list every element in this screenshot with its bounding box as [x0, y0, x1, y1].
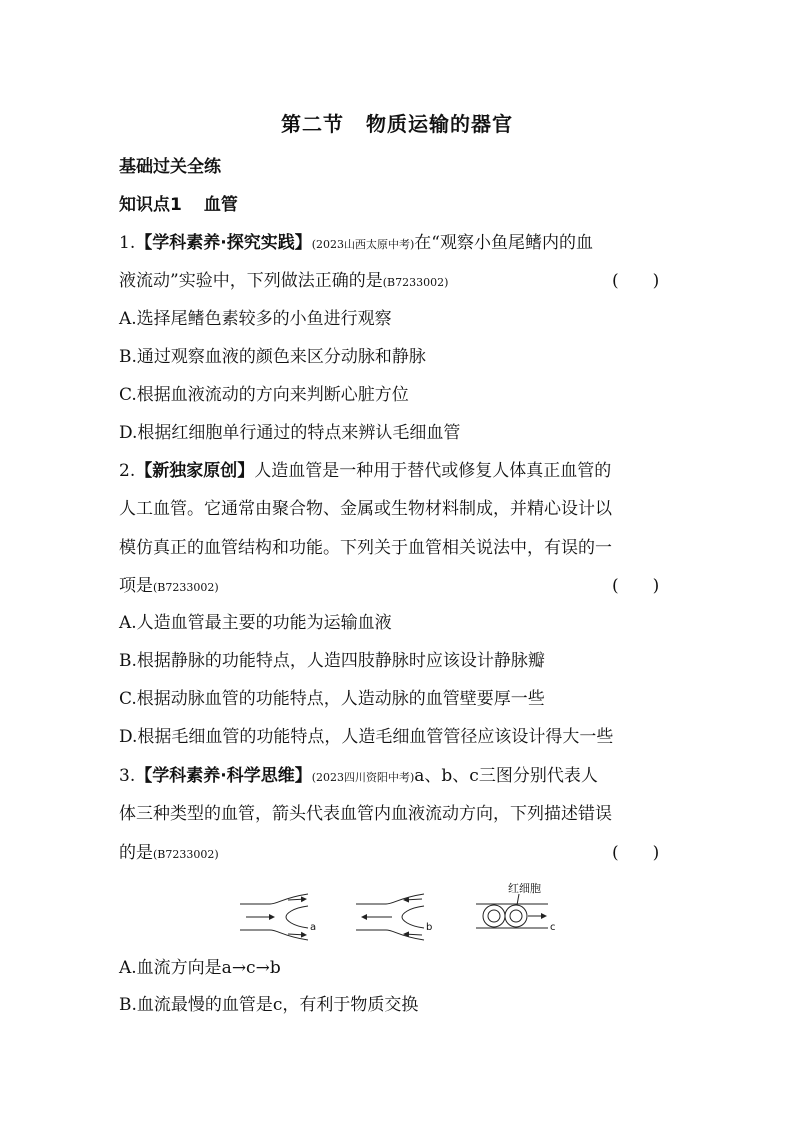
q2-option-a: A.人造血管最主要的功能为运输血液 — [119, 613, 392, 633]
q3-line-2: 体三种类型的血管，箭头代表血管内血液流动方向，下列描述错误 — [119, 804, 612, 824]
q2-answer-blank: ( ) — [612, 576, 660, 596]
q1-option-c: C.根据血液流动的方向来判断心脏方位 — [119, 385, 409, 405]
knowledge-point-topic: 血管 — [203, 195, 238, 215]
q1-source: (2023山西太原中考) — [311, 238, 415, 251]
q3-number: 3. — [119, 766, 136, 786]
q3-line-1 — [119, 764, 598, 790]
knowledge-point-heading — [119, 193, 238, 217]
q3-source: (2023四川资阳中考) — [311, 771, 415, 784]
q3-answer-blank: ( ) — [612, 843, 660, 863]
q1-option-a: A.选择尾鳍色素较多的小鱼进行观察 — [119, 309, 392, 329]
q2-line-4 — [119, 574, 219, 600]
title-section-number: 第二节 — [281, 112, 344, 136]
q1-tag: 【学科素养·探究实践】 — [135, 233, 312, 253]
q2-text-4: 项是 — [119, 576, 153, 596]
q3-text-3: 的是 — [119, 843, 153, 863]
title-section-name: 物质运输的器官 — [366, 112, 513, 136]
q1-text-2: 液流动”实验中，下列做法正确的是 — [119, 271, 383, 291]
red-blood-cell-label: 红细胞 — [508, 882, 541, 895]
q1-number: 1. — [119, 233, 136, 253]
figure-label-b: b — [426, 922, 433, 933]
q3-option-a: A.血流方向是a→c→b — [119, 958, 281, 978]
q2-option-d: D.根据毛细血管的功能特点，人造毛细血管管径应该设计得大一些 — [119, 727, 614, 747]
q2-line-2: 人工血管。它通常由聚合物、金属或生物材料制成，并精心设计以 — [119, 499, 612, 519]
q2-option-c: C.根据动脉血管的功能特点，人造动脉的血管壁要厚一些 — [119, 689, 545, 709]
q2-text-1: 人造血管是一种用于替代或修复人体真正血管的 — [254, 461, 612, 481]
q1-answer-blank: ( ) — [612, 271, 660, 291]
q3-tag: 【学科素养·科学思维】 — [135, 766, 312, 786]
q3-text-1: a、b、c三图分别代表人 — [414, 766, 598, 786]
vessel-b-diagram — [356, 894, 424, 940]
q1-line-2 — [119, 269, 448, 295]
section-heading: 基础过关全练 — [119, 157, 221, 177]
q2-line-3: 模仿真正的血管结构和功能。下列关于血管相关说法中，有误的一 — [119, 538, 612, 558]
q2-line-1 — [119, 459, 611, 483]
q2-tag: 【新独家原创】 — [135, 461, 255, 481]
q1-line-1 — [119, 231, 593, 257]
knowledge-point-label: 知识点1 — [119, 195, 182, 215]
figure-label-a: a — [310, 922, 317, 933]
q3-option-b: B.血流最慢的血管是c，有利于物质交换 — [119, 995, 419, 1015]
vessel-c-diagram — [476, 894, 548, 928]
q1-option-b: B.通过观察血液的颜色来区分动脉和静脉 — [119, 347, 426, 367]
q1-option-d: D.根据红细胞单行通过的特点来辨认毛细血管 — [119, 423, 461, 443]
q2-option-b: B.根据静脉的功能特点，人造四肢静脉时应该设计静脉瓣 — [119, 651, 545, 671]
q2-number: 2. — [119, 461, 136, 481]
q1-text-1: 在“观察小鱼尾鳍内的血 — [414, 233, 593, 253]
q3-code: (B7233002) — [153, 848, 219, 861]
page-title — [0, 108, 794, 137]
q1-code: (B7233002) — [382, 276, 449, 289]
blood-vessel-figure — [236, 880, 576, 942]
q3-line-3 — [119, 841, 219, 867]
figure-label-c: c — [550, 922, 556, 933]
vessel-a-diagram — [240, 894, 308, 940]
q2-code: (B7233002) — [153, 581, 219, 594]
